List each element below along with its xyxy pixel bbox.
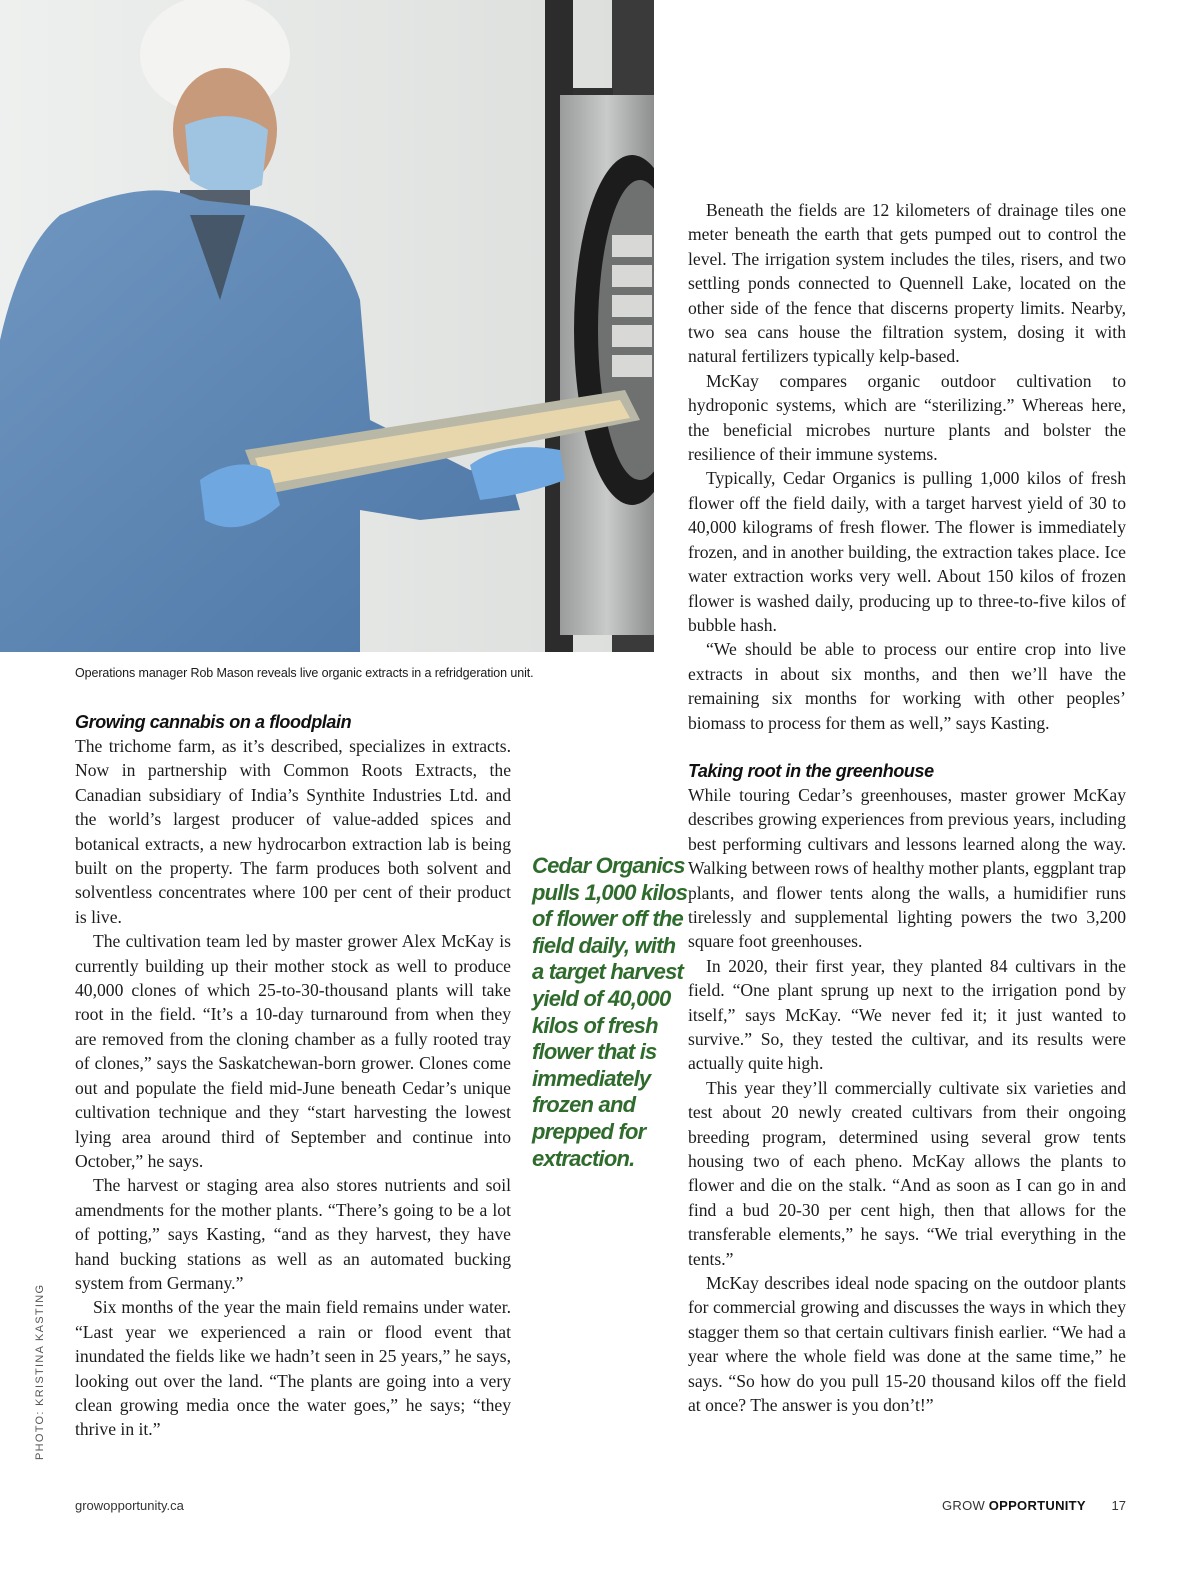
- pull-quote: Cedar Organics pulls 1,000 kilos of flower off the field daily, with a target harvest yield of 40,000 kilos of fresh flower that is immediately frozen and prepped for extraction.: [532, 853, 688, 1171]
- paragraph: This year they’ll commercially cultivate six varieties and test about 20 newly created cultivars from their ongoing breeding program, determined using several grow tents housing two of each pheno. McKay allows the plants to flower and die on the stalk. “And as soon as I can go in and find a bud 20-30 per cent high, then that allows for the transferable elements,” he says. “We trial everything in the tents.”: [688, 1077, 1126, 1269]
- paragraph: “We should be able to process our entire crop into live extracts in about six months, and then we’ll have the remaining six months for working with other peoples’ biomass to process for them as well,” says Kasting.: [688, 639, 1126, 733]
- paragraph: Typically, Cedar Organics is pulling 1,000 kilos of fresh flower off the field daily, with a target harvest yield of 30 to 40,000 kilograms of fresh flower. The flower is immediately frozen, and in another building, the extraction takes place. Ice water extraction works very well. About 150 kilos of frozen flower is washed daily, producing up to three-to-five kilos of bubble hash.: [688, 468, 1126, 635]
- paragraph: The trichome farm, as it’s described, specializes in extracts. Now in partnership with Common Roots Extracts, the Canadian subsidiary of India’s Synthite Industries Ltd. and the world’s largest producer of value-added spices and botanical extracts, a new hydrocarbon extraction lab is being built on the property. The farm produces both solvent and solventless concentrates where 100 per cent of their product is live.: [75, 736, 511, 927]
- section-heading-greenhouse: Taking root in the greenhouse: [688, 760, 934, 781]
- paragraph: Beneath the fields are 12 kilometers of drainage tiles one meter beneath the earth that gets pumped out to control the level. The irrigation system includes the tiles, risers, and two settling ponds connected to Quennell Lake, located on the other side of the fence that discerns property limits. Nearby, two sea cans house the filtration system, dosing it with natural fertilizers typically kelp-based.: [688, 200, 1126, 367]
- left-column: [75, 710, 511, 1442]
- paragraph: McKay describes ideal node spacing on the outdoor plants for commercial growing and discusses the ways in which they stagger them so that certain cultivars finish earlier. “We had a year where the whole field was done at the same time,” he says. “So how do you pull 15-20 thousand kilos off the field at once? The answer is you don’t!”: [688, 1273, 1126, 1416]
- photo-credit: PHOTO: KRISTINA KASTING: [34, 1283, 46, 1460]
- paragraph: The cultivation team led by master grower Alex McKay is currently building up their mother stock as well to produce 40,000 clones of which 25-to-30-thousand plants will take root in the field. “It’s a 10-day turnaround from when they are removed from the cloning chamber as a fully rooted tray of clones,” says the Saskatchewan-born grower. Clones come out and populate the field mid-June beneath Cedar’s unique cultivation technique and they “start harvesting the lowest lying area around third of September and continue into October,” he says.: [75, 931, 511, 1171]
- section-heading-floodplain: Growing cannabis on a floodplain: [75, 712, 352, 732]
- paragraph: While touring Cedar’s greenhouses, master grower McKay describes growing experiences from previous years, including best performing cultivars and lessons learned along the way. Walking between rows of healthy mother plants, eggplant trap plants, and flower tents along the walls, a humidifier runs tirelessly and supplemental lighting powers the two 3,200 square foot greenhouses.: [688, 784, 1126, 952]
- right-column: [688, 198, 1126, 1418]
- page-number: 17: [1111, 1498, 1126, 1513]
- paragraph: The harvest or staging area also stores nutrients and soil amendments for the mother plants. “There’s going to be a lot of potting,” says Kasting, “and as they harvest, they have hand bucking stations as well as an automated bucking system from Germany.”: [75, 1175, 511, 1293]
- magazine-brand-bold: OPPORTUNITY: [988, 1498, 1086, 1513]
- magazine-brand-light: GROW: [941, 1498, 986, 1513]
- photo-caption: Operations manager Rob Mason reveals live organic extracts in a refridgeration unit.: [75, 666, 534, 680]
- paragraph: Six months of the year the main field remains under water. “Last year we experienced a rain or flood event that inundated the fields like we hadn’t seen in 25 years,” he says, looking out over the land. “The plants are going into a very clean growing media once the water goes,” he says; “they thrive in it.”: [75, 1297, 511, 1440]
- paragraph: McKay compares organic outdoor cultivation to hydroponic systems, which are “sterilizing.” Whereas here, the beneficial microbes nurture plants and bolster the resilience of their immune systems.: [688, 370, 1126, 465]
- paragraph: In 2020, their first year, they planted 84 cultivars in the field. “One plant sprung up next to the irrigation pond by itself,” says McKay. “We never fed it; it just wanted to survive.” So, they tested the cultivar, and its results were actually quite high.: [688, 955, 1126, 1074]
- article-photo: [0, 0, 654, 652]
- footer-folio: [942, 1498, 1126, 1513]
- footer-website: growopportunity.ca: [75, 1498, 184, 1513]
